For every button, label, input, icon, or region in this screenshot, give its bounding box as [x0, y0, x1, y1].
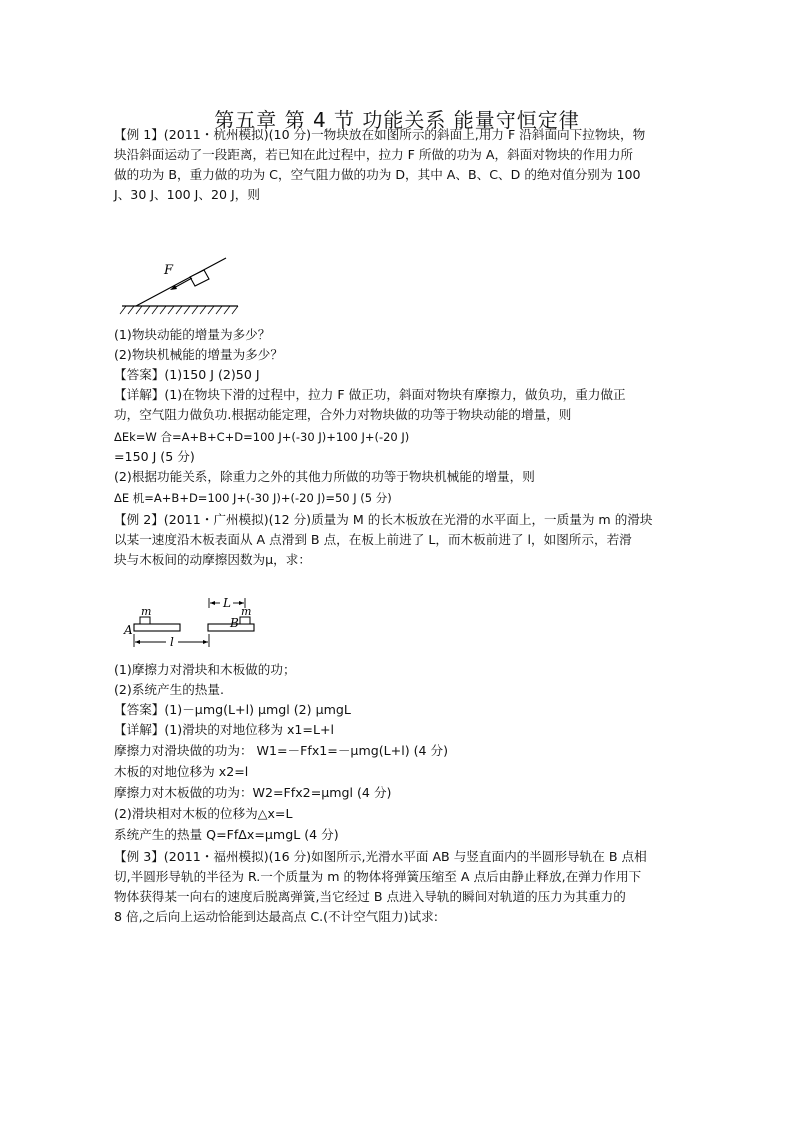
- ex1-line: 做的功为 B，重力做的功为 C，空气阻力做的功为 D，其中 A、B、C、D 的绝对值分别为 100: [114, 167, 641, 182]
- ex1-detail-line: 功，空气阻力做负功.根据动能定理，合外力对物块做的功等于物块动能的增量，则: [114, 407, 572, 422]
- ex1-detail-line: (2)根据功能关系，除重力之外的其他力所做的功等于物块机械能的增量，则: [114, 469, 535, 484]
- distance-small-l-label: l: [170, 635, 174, 649]
- ex3-line: 8 倍,之后向上运动恰能到达最高点 C.(不计空气阻力)试求:: [114, 909, 438, 924]
- point-b-label: B: [230, 616, 239, 630]
- ex3-line: 【例 3】(2011・福州模拟)(16 分)如图所示,光滑水平面 AB 与竖直面内的半圆形导轨在 B 点相: [114, 849, 647, 864]
- ex1-answer: 【答案】(1)150 J (2)50 J: [114, 367, 260, 382]
- ex1-question-2: (2)物块机械能的增量为多少？: [114, 347, 283, 362]
- ex1-line: J、30 J、100 J、20 J，则: [114, 187, 260, 202]
- ex2-detail-line: 摩擦力对木板做的功为：W2=Ffx2=μmgl (4 分): [114, 785, 392, 800]
- ex2-detail-line: (2)滑块相对木板的位移为△x=L: [114, 806, 293, 821]
- page-title: 第五章 第 4 节 功能关系 能量守恒定律: [214, 108, 580, 132]
- ex1-question-1: (1)物块动能的增量为多少？: [114, 327, 271, 342]
- ex2-line: 块与木板间的动摩擦因数为μ，求：: [114, 552, 311, 567]
- block-m-label-1: m: [141, 605, 152, 618]
- block-m-label-2: m: [241, 605, 252, 618]
- distance-big-l-label: L: [223, 596, 231, 610]
- ex1-line: 【例 1】(2011・杭州模拟)(10 分)一物块放在如图所示的斜面上,用力 F 沿斜面向下拉物块，物: [114, 127, 646, 142]
- ex3-line: 物体获得某一向右的速度后脱离弹簧,当它经过 B 点进入导轨的瞬间对轨道的压力为其重力的: [114, 889, 626, 904]
- ex2-detail-line: 木板的对地位移为 x2=l: [114, 764, 249, 779]
- point-a-label: A: [124, 623, 133, 637]
- ex2-detail-line: 摩擦力对滑块做的功为： W1=－Ffx1=－μmg(L+l) (4 分): [114, 743, 449, 758]
- board-figure: [120, 594, 260, 654]
- ex1-detail-line: 【详解】(1)在物块下滑的过程中，拉力 F 做正功，斜面对物块有摩擦力，做负功，重力做正: [114, 387, 626, 402]
- incline-figure: [114, 238, 244, 316]
- force-label: F: [164, 263, 174, 278]
- ex2-detail-line: 系统产生的热量 Q=FfΔx=μmgL (4 分): [114, 827, 339, 842]
- ex1-detail-line: ΔE 机=A+B+D=100 J+(-30 J)+(-20 J)=50 J (5 分): [114, 491, 392, 505]
- ex2-line: 以某一速度沿木板表面从 A 点滑到 B 点，在板上前进了 L，而木板前进了 l，如图所示，若滑: [114, 532, 632, 547]
- ex2-question-1: (1)摩擦力对滑块和木板做的功；: [114, 662, 296, 677]
- ex1-detail-line: =150 J (5 分): [114, 449, 195, 464]
- ex2-detail-line: 【详解】(1)滑块的对地位移为 x1=L+l: [114, 722, 335, 737]
- ex1-line: 块沿斜面运动了一段距离，若已知在此过程中，拉力 F 所做的功为 A，斜面对物块的作用力所: [114, 147, 634, 162]
- ex2-answer: 【答案】(1)－μmg(L+l) μmgl (2) μmgL: [114, 702, 351, 717]
- ex2-question-2: (2)系统产生的热量.: [114, 682, 224, 697]
- ex3-line: 切,半圆形导轨的半径为 R.一个质量为 m 的物体将弹簧压缩至 A 点后由静止释放,在弹力作用下: [114, 869, 642, 884]
- ex2-line: 【例 2】(2011・广州模拟)(12 分)质量为 M 的长木板放在光滑的水平面上，一质量为 m 的滑块: [114, 512, 653, 527]
- ex1-detail-line: ΔEk=W 合=A+B+C+D=100 J+(-30 J)+100 J+(-20 J): [114, 430, 410, 444]
